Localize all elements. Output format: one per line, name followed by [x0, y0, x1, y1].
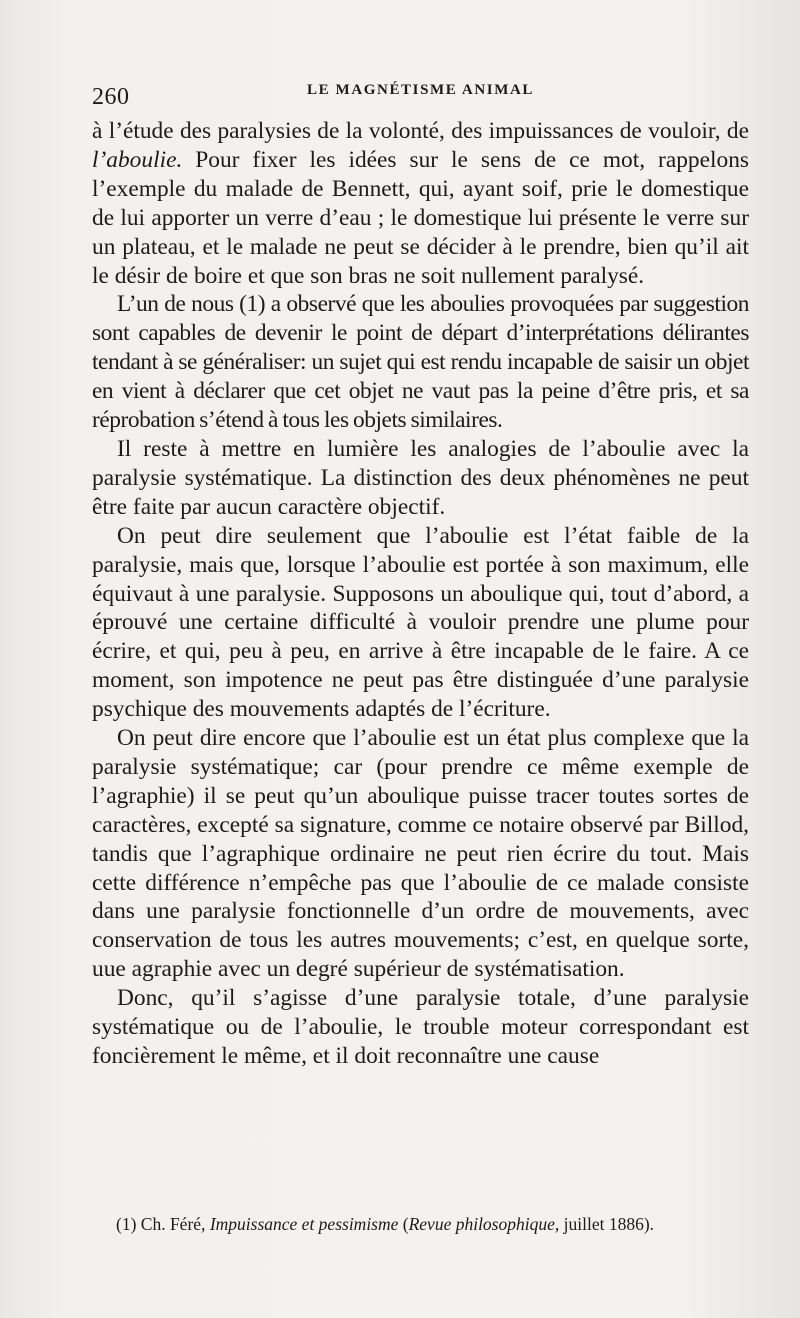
running-title: LE MAGNÉTISME ANIMAL	[307, 82, 535, 98]
paragraph-1	[92, 117, 749, 290]
paragraph-1-emphasis: l’aboulie.	[92, 146, 183, 173]
body-text	[92, 117, 749, 1071]
paragraph-6: Donc, qu’il s’agisse d’une paralysie totale, d’une paralysie systématique ou de l’aboulie, le trouble moteur correspondant est foncièrement le même, et il doit reconnaître une cause	[92, 985, 749, 1069]
footnote	[116, 1212, 756, 1236]
footnote-end: juillet 1886).	[559, 1214, 655, 1234]
paragraph-3: Il reste à mettre en lumière les analogies de l’aboulie avec la paralysie systématique. La distinction des deux phénomènes ne peut être faite par aucun caractère objectif.	[92, 435, 749, 520]
footnote-mid: (	[398, 1214, 409, 1234]
page-header	[92, 80, 748, 116]
paragraph-1-text-b: Pour fixer les idées sur le sens de ce mot, rappelons l’exemple du malade de Bennett, qui, ayant soif, prie le domestique de lui apporter un verre d’eau ; le domestique lui présente le verre sur un plateau, et le malade ne peut se décider à le prendre, bien qu’il ait le désir de boire et que son bras ne soit nullement paralysé.	[92, 146, 749, 289]
paragraph-2: L’un de nous (1) a observé que les aboulies provoquées par suggestion sont capables de devenir le point de départ d’interprétations délirantes tendant à se généraliser: un sujet qui est rendu incapable de saisir un objet en vient à déclarer que cet objet ne vaut pas la peine d’être pris, et sa réprobation s’étend à tous les objets similaires.	[92, 291, 749, 434]
page-number: 260	[92, 84, 130, 110]
footnote-title: Impuissance et pessimisme	[209, 1214, 399, 1234]
paragraph-4: On peut dire seulement que l’aboulie est l’état faible de la paralysie, mais que, lorsque l’aboulie est portée à son maximum, elle équivaut à une paralysie. Supposons un aboulique qui, tout d’abord, a éprouvé une certaine difficulté à vouloir prendre une plume pour écrire, et qui, peu à peu, en arrive à être incapable de le faire. A ce moment, son impotence ne peut pas être distinguée d’une paralysie psychique des mouvements adaptés de l’écriture.	[92, 522, 749, 723]
paragraph-1-text-a: à l’étude des paralysies de la volonté, des impuissances de vouloir, de	[92, 118, 749, 144]
paragraph-5: On peut dire encore que l’aboulie est un état plus complexe que la paralysie systématique; car (pour prendre ce même exemple de l’agraphie) il se peut qu’un aboulique puisse tracer toutes sortes de caractères, excepté sa signature, comme ce notaire observé par Billod, tandis que l’agraphique ordinaire ne peut rien écrire du tout. Mais cette différence n’empêche pas que l’aboulie de ce malade consiste dans une paralysie fonctionnelle d’un ordre de mouvements, avec conservation de tous les autres mouvements; c’est, en quelque sorte, uue agraphie avec un degré supérieur de systématisation.	[92, 725, 749, 983]
footnote-journal: Revue philosophique,	[408, 1214, 560, 1234]
footnote-marker: (1) Ch. Féré,	[116, 1214, 210, 1234]
